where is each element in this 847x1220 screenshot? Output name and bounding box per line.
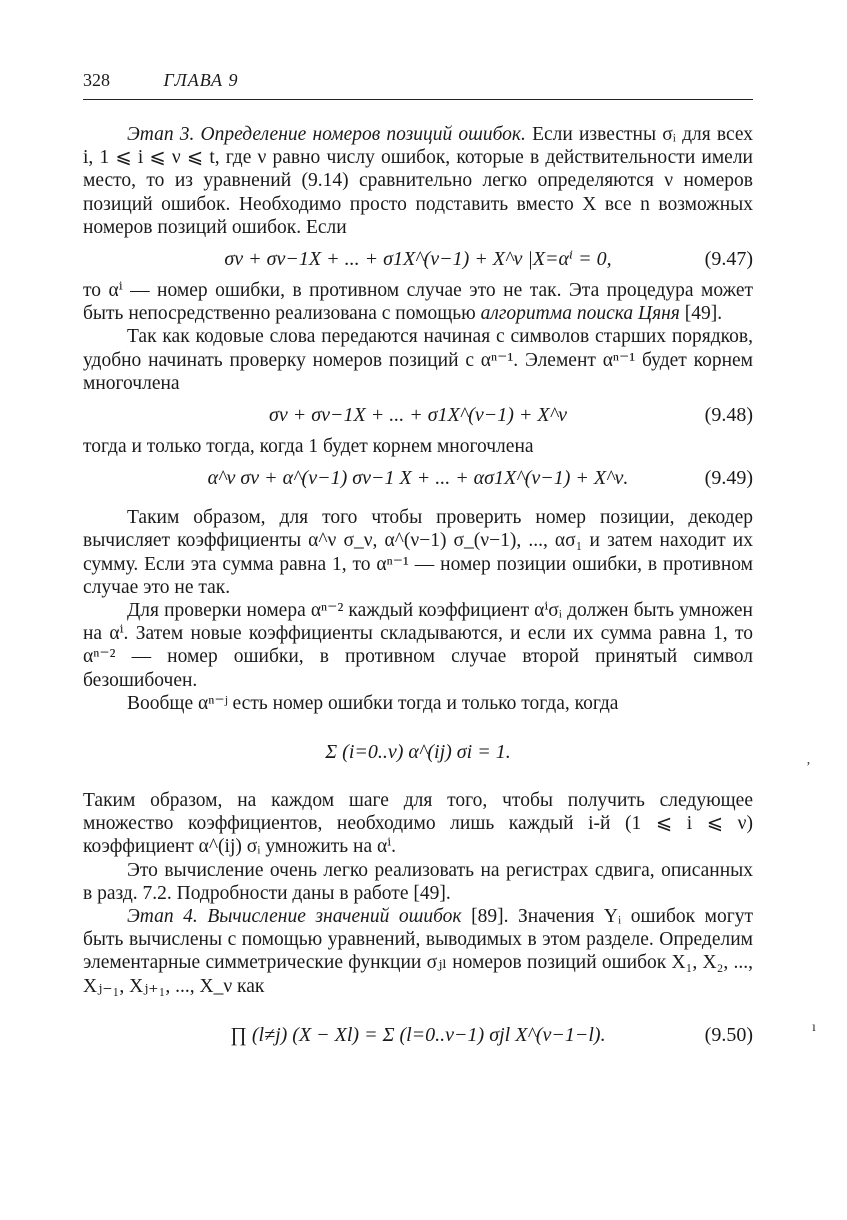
- equation-number: (9.50): [704, 1023, 753, 1046]
- paragraph: Так как кодовые слова передаются начиная с символов старших порядков, удобно начинать проверку номеров позиций с αⁿ⁻¹. Элемент αⁿ⁻¹ будет корнем многочлена: [83, 326, 753, 394]
- paragraph: Вообще αⁿ⁻ʲ есть номер ошибки тогда и только тогда, когда: [127, 692, 619, 714]
- equation-number: (9.47): [704, 248, 753, 271]
- equation-9-49: α^ν σν + α^(ν−1) σν−1 X + ... + ασ1X^(ν−1) + X^ν. (9.49): [83, 458, 753, 498]
- margin-mark: ʼ: [806, 760, 811, 775]
- page-number: 328: [83, 70, 110, 90]
- chapter-title: ГЛАВА 9: [163, 70, 239, 90]
- stage4-heading: Этап 4. Вычисление значений ошибок: [127, 906, 462, 928]
- margin-mark: ı: [812, 1020, 816, 1035]
- main-text: [83, 123, 753, 1072]
- paragraph: тогда и только тогда, когда 1 будет корнем многочлена: [83, 436, 534, 458]
- page-header: [83, 70, 753, 100]
- paragraph: то αⁱ — номер ошибки, в противном случае это не так. Эта процедура может быть непосредственно реализована с помощью алгоритма поиска Цяня [49].: [83, 280, 753, 325]
- equation-number: (9.48): [704, 404, 753, 427]
- equation-9-47: σν + σν−1X + ... + σ1X^(ν−1) + X^ν |X=αⁱ = 0, (9.47): [83, 239, 753, 279]
- equation-9-48: σν + σν−1X + ... + σ1X^(ν−1) + X^ν (9.48): [83, 395, 753, 435]
- equation-9-50: ∏ (l≠j) (X − Xl) = Σ (l=0..ν−1) σjl X^(ν−1−l). (9.50): [83, 998, 753, 1072]
- equation-sum: Σ (i=0..ν) α^(ij) σi = 1.: [325, 741, 511, 764]
- paragraph: Таким образом, для того чтобы проверить номер позиции, декодер вычисляет коэффициенты α^ν σ_ν, α^(ν−1) σ_(ν−1), ..., ασ₁ и затем находит их сумму. Если эта сумма равна 1, то αⁿ⁻¹ — номер позиции ошибки, в противном случае это не так.: [83, 507, 753, 598]
- paragraph: Таким образом, на каждом шаге для того, чтобы получить следующее множество коэффициентов, необходимо лишь каждый i-й (1 ⩽ i ⩽ ν) коэффициент α^(ij) σᵢ умножить на αⁱ.: [83, 790, 753, 858]
- paragraph-stage4: Этап 4. Вычисление значений ошибок [89]. Значения Yᵢ ошибок могут быть вычислены с помощью уравнений, выводимых в этом разделе. Определим элементарные симметрические функции σⱼₗ номеров позиций ошибок X₁, X₂, ..., Xⱼ₋₁, Xⱼ₊₁, ..., X_ν как: [83, 906, 754, 997]
- paragraph: Для проверки номера αⁿ⁻² каждый коэффициент αⁱσᵢ должен быть умножен на αⁱ. Затем новые коэффициенты складываются, и если их сумма равна 1, то αⁿ⁻² — номер ошибки, в противном случае второй принятый символ безошибочен.: [83, 600, 753, 691]
- paragraph-stage3: Этап 3. Определение номеров позиций ошибок. Если известны σᵢ для всех i, 1 ⩽ i ⩽ ν ⩽ t, где ν равно числу ошибок, которые в действительности имели место, то из уравнений (9.14) сравнительно легко определяются ν номеров позиций ошибок. Необходимо просто подставить вместо X все n возможных номеров позиций ошибок. Если: [83, 124, 754, 238]
- equation-number: (9.49): [704, 467, 753, 490]
- stage3-heading: Этап 3. Определение номеров позиций ошибок.: [127, 124, 526, 145]
- paragraph: Это вычисление очень легко реализовать на регистрах сдвига, описанных в разд. 7.2. Подробности даны в работе [49].: [83, 859, 753, 904]
